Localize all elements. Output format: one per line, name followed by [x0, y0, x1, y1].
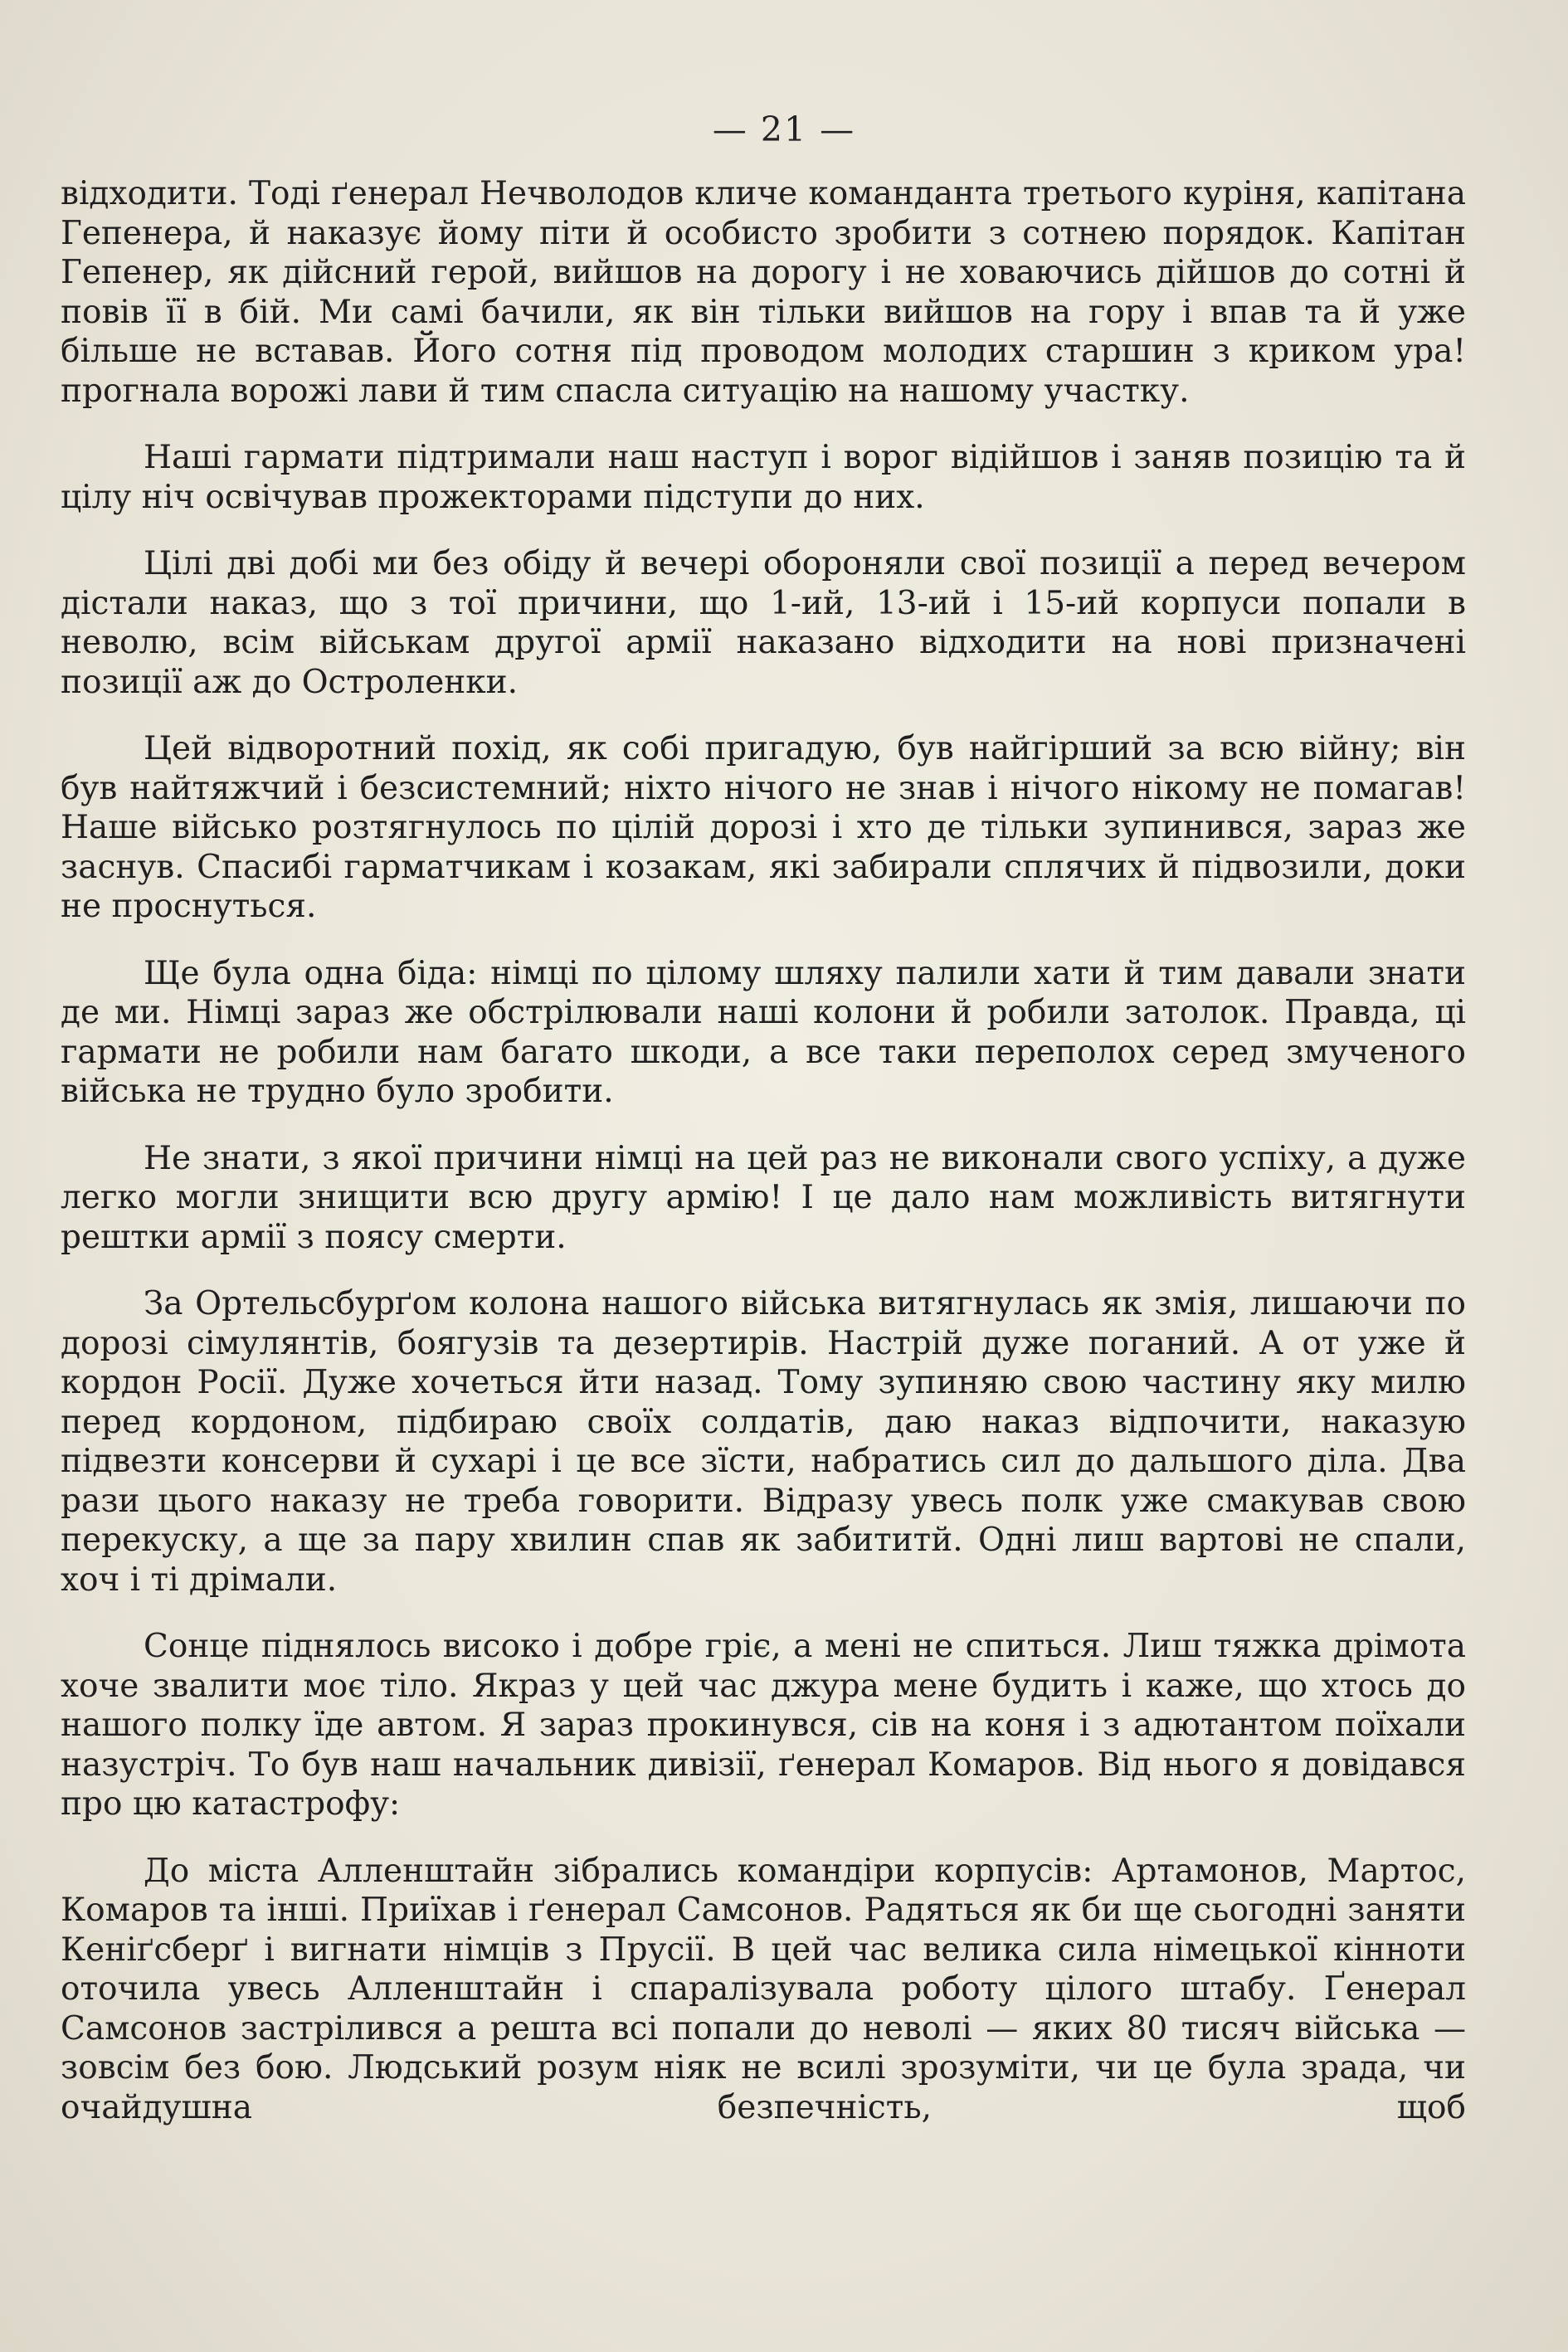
paragraph-9: До міста Алленштайн зібрались командіри корпусів: Артамонов, Мартос, Комаров та інші. Приїхав і ґенерал Самсонов. Радяться як би ще сьогодні заняти Кеніґсберґ і вигнати німців з Прусії. В цей час велика сила німецької кінноти оточила увесь Алленштайн і спаралізувала роботу цілого штабу. Ґенерал Самсонов застрілився а решта всі попали до неволі — яких 80 тисяч війська — зовсім без бою. Людський розум ніяк не всилі зрозуміти, чи це була зрада, чи очайдушна безпечність, щоб: [61, 1852, 1466, 2126]
paragraph-5: Ще була одна біда: німці по цілому шляху палили хати й тим давали знати де ми. Німці зараз же обстрілювали наші колони й робили затолок. Правда, ці гармати не робили нам багато шкоди, а все таки переполох серед змученого війська не трудно було зробити.: [61, 954, 1466, 1110]
body-text: [61, 174, 1466, 2127]
paragraph-2: Наші гармати підтримали наш наступ і ворог відійшов і заняв позицію та й цілу ніч освічував прожекторами підступи до них.: [61, 439, 1466, 516]
paragraph-8: Сонце піднялось високо і добре гріє, а мені не спиться. Лиш тяжка дрімота хоче звалити моє тіло. Якраз у цей час джура мене будить і каже, що хтось до нашого полку їде автом. Я зараз прокинувся, сів на коня і з адютантом поїхали назустріч. То був наш начальник дивізії, ґенерал Комаров. Від нього я довідався про цю катастрофу:: [61, 1628, 1466, 1823]
paragraph-4: Цей відворотний похід, як собі пригадую, був найгірший за всю війну; він був найтяжчий і безсистемний; ніхто нічого не знав і нічого нікому не помагав! Наше військо розтягнулось по цілій дорозі і хто де тільки зупинився, зараз же заснув. Спасибі гарматчикам і козакам, які забирали сплячих й підвозили, доки не проснуться.: [61, 730, 1466, 925]
paragraph-3: Цілі дві добі ми без обіду й вечері обороняли свої позиції а перед вечером дістали наказ, що з тої причини, що 1-ий, 13-ий і 15-ий корпуси попали в неволю, всім військам другої армії наказано відходити на нові призначені позиції аж до Остроленки.: [61, 545, 1466, 701]
paragraph-1: відходити. Тоді ґенерал Нечволодов кличе команданта третього куріня, капітана Гепенера, й наказує йому піти й особисто зробити з сотнею порядок. Капітан Гепенер, як дійсний герой, вийшов на дорогу і не ховаючись дійшов до сотні й повів її в бій. Ми самі бачили, як він тільки вийшов на гору і впав та й уже більше не вставав. Його сотня під проводом молодих старшин з криком ура! прогнала ворожі лави й тим спасла ситуацію на нашому участку.: [61, 175, 1466, 410]
page-number: — 21 —: [712, 110, 856, 149]
paragraph-6: Не знати, з якої причини німці на цей раз не виконали свого успіху, а дуже легко могли знищити всю другу армію! І це дало нам можливість витягнути рештки армії з поясу смерти.: [61, 1139, 1466, 1256]
paragraph-7: За Ортельсбурґом колона нашого війська витягнулась як змія, лишаючи по дорозі сімулянтів, боягузів та дезертирів. Настрій дуже поганий. А от уже й кордон Росії. Дуже хочеться йти назад. Тому зупиняю свою частину яку милю перед кордоном, підбираю своїх солдатів, даю наказ відпочити, наказую підвезти консерви й сухарі і це все зїсти, набратись сил до дальшого діла. Два рази цього наказу не треба говорити. Відразу увесь полк уже смакував свою перекуску, а ще за пару хвилин спав як забититй. Одні лиш вартові не спали, хоч і ті дрімали.: [61, 1285, 1466, 1599]
